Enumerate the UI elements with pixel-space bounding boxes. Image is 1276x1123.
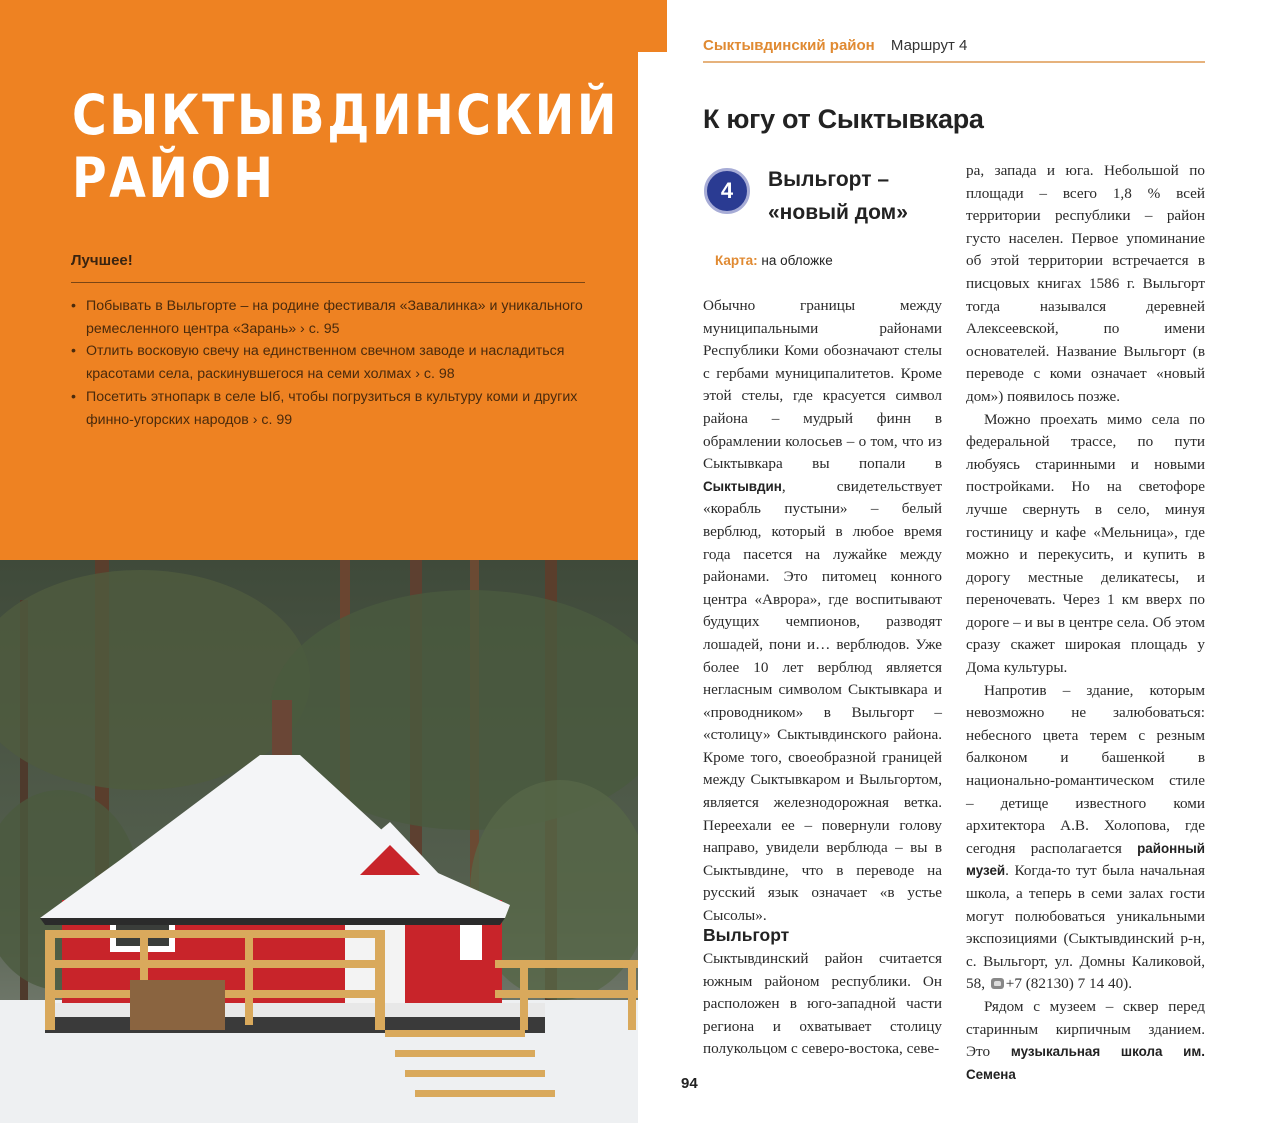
highlight-item: [71, 386, 591, 431]
map-value: на обложке: [761, 253, 833, 268]
page-number: 94: [681, 1075, 698, 1092]
chapter-title-line-2: РАЙОН: [72, 146, 276, 210]
running-head-section: Сыктывдинский район: [703, 37, 875, 54]
text-run: , свидетельствует «корабль пустыни» – белый верблюд, который в любое время года пасется на лужайке между районами. Это питомец конного центра «Аврора», где воспитывают будущих чемпионов, разводят лошадей, пони и… верблюдов. Уже более 10 лет верблюд является негласным символом Сыктывкара и «проводником» в Выльгорт – «столицу» Сыктывдинского района. Кроме того, своеобразной границей между Сыктывкаром и Выльгортом, является железнодорожная ветка. Переехали ее – повернули голову направо, увидели верблюда – вы в Сыктывдине, что в переводе на русский язык означает «в устье Сысолы».: [703, 477, 942, 925]
highlights-label: Лучшее!: [71, 252, 133, 269]
highlight-term: районный музей: [966, 840, 1205, 879]
highlight-term: музыкальная школа им. Семена: [966, 1044, 1205, 1082]
route-title: Выльгорт – «новый дом»: [768, 168, 908, 224]
phone-number: +7 (82130) 7 14 40).: [1005, 975, 1133, 993]
chapter-title-line-1: СЫКТЫВДИНСКИЙ: [72, 83, 620, 147]
highlight-text: Посетить этнопарк в селе Ыб, чтобы погрузиться в культуру коми и других финно-угорских народов › с. 99: [86, 388, 578, 428]
paragraph: [703, 295, 942, 928]
highlight-item: [71, 295, 591, 340]
text-run: Рядом с музеем – сквер перед старинным кирпичным зданием. Это: [966, 997, 1205, 1061]
cabin-photo: [0, 560, 638, 1123]
paragraph: Можно проехать мимо села по федеральной трассе, по пути любуясь старинными и новыми постройками. Но на светофоре лучше свернуть в село, минуя гостиницу и кафе «Мельница», где можно и перекусить, и купить в дорогу местные деликатесы, и переночевать. Через 1 км вверх по дороге – и вы в центре села. Об этом сразу скажет широкая площадь у Дома культуры.: [966, 410, 1205, 677]
page-title: К югу от Сыктывкара: [703, 104, 984, 134]
highlights-list: [71, 295, 591, 431]
highlight-text: Побывать в Выльгорте – на родине фестиваля «Завалинка» и уникального ремесленного центра «Зарань» › с. 95: [86, 298, 583, 337]
text-run: . Когда-то тут была начальная школа, а теперь в семи залах гости могут полюбоваться уникальными экспозициями (Сыктывдинский р-н, с. Выльгорт, ул. Домны Каликовой, 58,: [966, 862, 1205, 993]
snowy-cabin-illustration: [0, 560, 638, 1123]
highlights-divider: [71, 282, 585, 283]
bullet-icon: •: [71, 298, 76, 314]
bullet-icon: •: [71, 343, 76, 360]
highlight-term: Сыктывдин: [703, 478, 782, 494]
text-run: Обычно границы между муниципальными районами Республики Коми обозначают стелы с гербами муниципалитетов. Кроме этой стелы, где красуется символ района – мудрый финн в обрамлении колосьев – о том, что из Сыктывкара вы попали в: [703, 297, 942, 473]
paragraph: [966, 680, 1205, 996]
running-head-route: Маршрут 4: [890, 37, 968, 54]
map-label: Карта:: [715, 253, 758, 268]
phone-icon: [991, 978, 1004, 989]
paragraph: [966, 996, 1205, 1086]
running-head: [703, 37, 1205, 63]
body-column-1: [703, 295, 942, 928]
chapter-title: [72, 83, 620, 210]
bullet-icon: •: [71, 388, 76, 405]
route-number-badge: 4: [704, 168, 750, 214]
highlight-item: [71, 340, 591, 385]
paragraph: ра, запада и юга. Небольшой по площади – всего 1,8 % всей территории республики – район густо населен. Первое упоминание об этой территории встречается в писцовых книгах 1586 г. Выльгорт тогда назывался деревней Алексеевской, по имени основателей. Название Выльгорт (в переводе с коми означает «новый дом») появилось позже.: [966, 162, 1205, 405]
orange-header-strip: [0, 0, 667, 52]
paragraph: Сыктывдинский район считается южным районом республики. Он расположен в юго-западной части региона и охватывает столицу полукольцом с северо-востока, севе-: [703, 950, 942, 1058]
body-column-2: [966, 160, 1205, 1086]
highlight-text: Отлить восковую свечу на единственном свечном заводе и насладиться красотами села, раскинувшегося на семи холмах › с. 98: [86, 343, 565, 383]
text-run: Напротив – здание, которым невозможно не залюбоваться: небесного цвета терем с резным балконом и башенкой в национально-романтическом стиле – детище известного коми архитектора А.В. Холопова, где сегодня располагается: [966, 681, 1205, 857]
section-subheading: Выльгорт: [703, 925, 790, 945]
body-column-1-continued: [703, 948, 942, 1061]
map-reference: [715, 253, 833, 268]
